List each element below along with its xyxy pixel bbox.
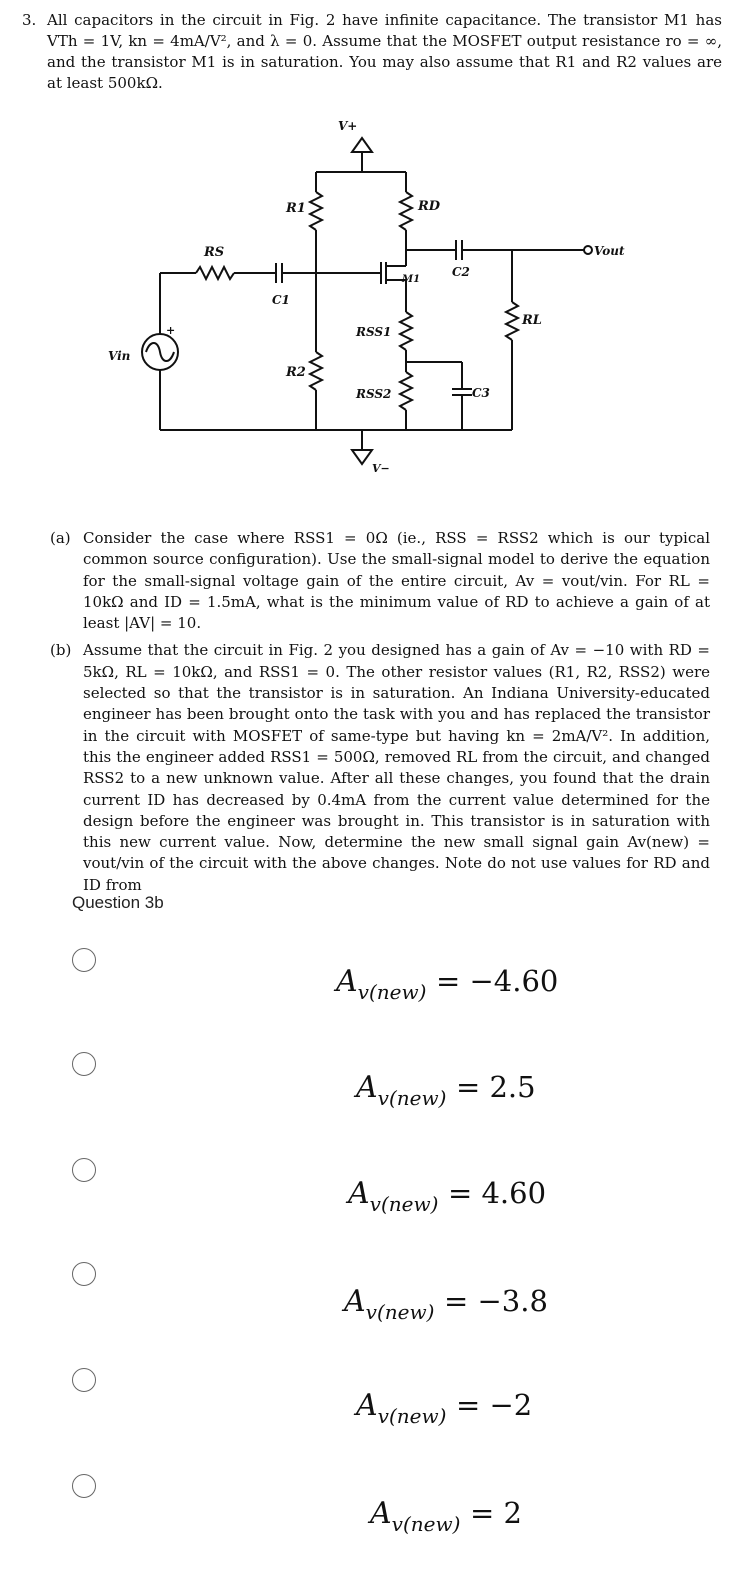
answer-formula: $A_{v(new)} = 4.60$ bbox=[348, 1176, 547, 1216]
label-vin: Vin bbox=[108, 349, 131, 363]
answer-formula: $A_{v(new)} = -4.60$ bbox=[336, 964, 559, 1004]
label-rl: RL bbox=[522, 313, 542, 328]
label-plus: + bbox=[166, 324, 176, 337]
rss2-resistor bbox=[400, 372, 412, 410]
answer-formula: $A_{v(new)} = -2$ bbox=[356, 1388, 533, 1428]
radio-button[interactable] bbox=[72, 1052, 96, 1076]
label-rss1: RSS1 bbox=[356, 325, 392, 339]
answer-formula: $A_{v(new)} = 2.5$ bbox=[356, 1070, 536, 1110]
r2-resistor bbox=[310, 352, 322, 390]
radio-button[interactable] bbox=[72, 1262, 96, 1286]
r1-resistor bbox=[310, 192, 322, 230]
question-title: Question 3b bbox=[72, 893, 164, 912]
rl-resistor bbox=[506, 302, 518, 340]
label-r2: R2 bbox=[286, 365, 306, 380]
vminus-arrow bbox=[352, 450, 372, 464]
answer-formula: $A_{v(new)} = -3.8$ bbox=[344, 1284, 548, 1324]
rs-resistor bbox=[196, 267, 234, 279]
problem-statement bbox=[22, 10, 722, 94]
part-b bbox=[50, 640, 710, 894]
radio-button[interactable] bbox=[72, 948, 96, 972]
part-b-letter: (b) bbox=[50, 641, 72, 660]
label-vplus: V+ bbox=[338, 119, 358, 133]
label-vout: Vout bbox=[594, 244, 625, 258]
problem-number: 3. bbox=[22, 11, 37, 29]
label-rss2: RSS2 bbox=[356, 387, 392, 401]
label-c3: C3 bbox=[472, 386, 490, 400]
answer-option[interactable] bbox=[0, 1248, 741, 1348]
label-vminus: V− bbox=[372, 462, 390, 475]
circuit-diagram bbox=[100, 112, 625, 484]
part-a-text: Consider the case where RSS1 = 0Ω (ie., RSS = RSS2 which is our typical common source configuration). Use the small-signal model to derive the equation for the small-signal voltage gain of the entire circuit, Av = vout/vin. For RL = 10kΩ and ID = 1.5mA, what is the minimum value of RD to achieve a gain of at least |AV| = 10. bbox=[83, 529, 710, 633]
radio-button[interactable] bbox=[72, 1474, 96, 1498]
answer-option[interactable] bbox=[0, 1142, 741, 1242]
vplus-arrow bbox=[352, 138, 372, 152]
label-m1: M1 bbox=[402, 274, 421, 285]
answer-option[interactable] bbox=[0, 1460, 741, 1560]
radio-button[interactable] bbox=[72, 1158, 96, 1182]
label-rd: RD bbox=[418, 199, 441, 214]
problem-intro: All capacitors in the circuit in Fig. 2 have infinite capacitance. The transistor M1 has VTh = 1V, kn = 4mA/V², and λ = 0. Assume that the MOSFET output resistance ro = ∞, and the transistor M1 is in saturation. You may also assume that R1 and R2 values are at least 500kΩ. bbox=[47, 11, 722, 92]
vout-terminal bbox=[584, 246, 592, 254]
label-c2: C2 bbox=[452, 265, 470, 279]
part-b-text: Assume that the circuit in Fig. 2 you designed has a gain of Av = −10 with RD = 5kΩ, RL = 10kΩ, and RSS1 = 0. The other resistor values (R1, R2, RSS2) were selected so that the transistor is in saturation. An Indiana University-educated engineer has been brought onto the task with you and has replaced the transistor in the circuit with MOSFET of same-type but having kn = 2mA/V². In addition, this the engineer added RSS1 = 500Ω, removed RL from the circuit, and changed RSS2 to a new unknown value. After all these changes, you found that the drain current ID has decreased by 0.4mA from the current value determined for the design before the engineer was brought in. This transistor is in saturation with this new current value. Now, determine the new small signal gain Av(new) = vout/vin of the circuit with the above changes. Note do not use values for RD and ID from bbox=[83, 641, 710, 894]
answer-formula: $A_{v(new)} = 2$ bbox=[370, 1496, 522, 1536]
part-a-letter: (a) bbox=[50, 529, 71, 547]
answer-option[interactable] bbox=[0, 1036, 741, 1136]
label-rs: RS bbox=[204, 245, 225, 260]
part-a bbox=[50, 528, 710, 634]
rss1-resistor bbox=[400, 312, 412, 350]
label-r1: R1 bbox=[286, 201, 306, 216]
rd-resistor bbox=[400, 192, 412, 230]
label-c1: C1 bbox=[272, 293, 290, 307]
answer-option[interactable] bbox=[0, 930, 741, 1030]
answer-option[interactable] bbox=[0, 1354, 741, 1454]
radio-button[interactable] bbox=[72, 1368, 96, 1392]
sub-questions bbox=[50, 528, 710, 894]
